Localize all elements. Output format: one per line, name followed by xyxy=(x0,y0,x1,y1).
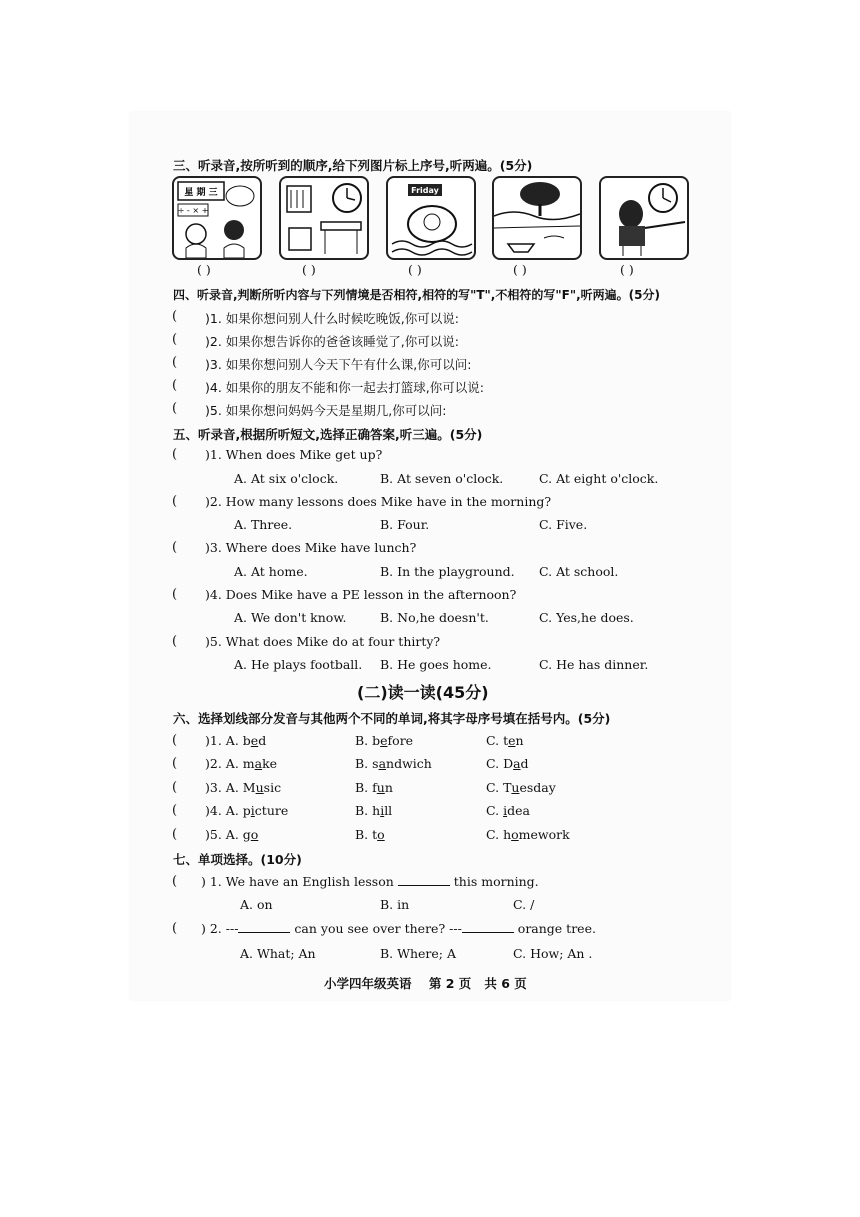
picture-3-swimming xyxy=(386,176,476,260)
s5-q5-option-c[interactable]: C. He has dinner. xyxy=(539,657,649,672)
s4-item-3: )3. 如果你想问别人今天下午有什么课,你可以问: xyxy=(205,357,472,372)
s5-paren-3[interactable]: ( xyxy=(172,540,178,555)
s5-question-4: )4. Does Mike have a PE lesson in the afternoon? xyxy=(205,587,517,602)
s6-row-2-option-a[interactable]: )2. A. make xyxy=(205,756,278,771)
s7-question-2: ) 2. --- can you see over there? --- orange tree. xyxy=(201,921,596,936)
s5-q4-option-b[interactable]: B. No,he doesn't. xyxy=(380,610,489,625)
section6-title: 六、选择划线部分发音与其他两个不同的单词,将其字母序号填在括号内。(5分) xyxy=(173,711,611,726)
s4-paren-4[interactable]: ( xyxy=(172,378,178,393)
s5-q5-option-b[interactable]: B. He goes home. xyxy=(380,657,492,672)
s7-paren-2[interactable]: ( xyxy=(172,921,178,936)
s5-q5-option-a[interactable]: A. He plays football. xyxy=(234,657,363,672)
s6-paren-2[interactable]: ( xyxy=(172,756,178,771)
s5-question-5: )5. What does Mike do at four thirty? xyxy=(205,634,441,649)
s4-item-4: )4. 如果你的朋友不能和你一起去打篮球,你可以说: xyxy=(205,380,484,395)
s7-q2-blank-2[interactable] xyxy=(462,922,514,933)
picture-1-classroom xyxy=(172,176,262,260)
s6-paren-3[interactable]: ( xyxy=(172,780,178,795)
s6-row-1-option-b[interactable]: B. before xyxy=(355,733,414,748)
s5-paren-5[interactable]: ( xyxy=(172,634,178,649)
s4-paren-2[interactable]: ( xyxy=(172,332,178,347)
answer-paren-3[interactable]: ( ) xyxy=(408,262,422,277)
s6-row-3-option-b[interactable]: B. fun xyxy=(355,780,393,795)
s4-item-5: )5. 如果你想问妈妈今天是星期几,你可以问: xyxy=(205,403,447,418)
s5-question-3: )3. Where does Mike have lunch? xyxy=(205,540,417,555)
s6-row-5-option-c[interactable]: C. homework xyxy=(486,827,570,842)
s5-q1-option-b[interactable]: B. At seven o'clock. xyxy=(380,471,504,486)
s7-q2-option-a[interactable]: A. What; An xyxy=(240,946,316,961)
s7-paren-1[interactable]: ( xyxy=(172,874,178,889)
section5-title: 五、听录音,根据所听短文,选择正确答案,听三遍。(5分) xyxy=(173,427,483,442)
s5-q3-option-c[interactable]: C. At school. xyxy=(539,564,619,579)
student-desk-clock-icon xyxy=(601,178,687,258)
friday-sign-text: Friday xyxy=(411,186,439,195)
s4-paren-1[interactable]: ( xyxy=(172,309,178,324)
s6-row-4-option-b[interactable]: B. hill xyxy=(355,803,393,818)
s4-item-1: )1. 如果你想问别人什么时候吃晚饭,你可以说: xyxy=(205,311,459,326)
s6-row-1-option-a[interactable]: )1. A. bed xyxy=(205,733,267,748)
s6-row-1-option-c[interactable]: C. ten xyxy=(486,733,524,748)
s4-item-2: )2. 如果你想告诉你的爸爸该睡觉了,你可以说: xyxy=(205,334,459,349)
s5-q2-option-a[interactable]: A. Three. xyxy=(234,517,293,532)
picture-5-desk-clock xyxy=(599,176,689,260)
s5-paren-4[interactable]: ( xyxy=(172,587,178,602)
s5-paren-2[interactable]: ( xyxy=(172,494,178,509)
lake-boat-icon xyxy=(494,178,580,258)
s6-row-3-option-c[interactable]: C. Tuesday xyxy=(486,780,556,795)
clock-desk-icon xyxy=(281,178,367,258)
s4-paren-5[interactable]: ( xyxy=(172,401,178,416)
s5-paren-1[interactable]: ( xyxy=(172,447,178,462)
s7-q1-blank[interactable] xyxy=(398,875,450,886)
s6-row-5-option-b[interactable]: B. to xyxy=(355,827,385,842)
section3-title: 三、听录音,按所听到的顺序,给下列图片标上序号,听两遍。(5分) xyxy=(173,158,533,173)
s7-q2-option-c[interactable]: C. How; An . xyxy=(513,946,593,961)
s5-q4-option-a[interactable]: A. We don't know. xyxy=(234,610,347,625)
s5-q1-option-a[interactable]: A. At six o'clock. xyxy=(234,471,339,486)
s7-q1-option-a[interactable]: A. on xyxy=(240,897,273,912)
s7-q2-blank-1[interactable] xyxy=(238,922,290,933)
s5-q2-option-c[interactable]: C. Five. xyxy=(539,517,588,532)
page-footer: 小学四年级英语 第 2 页 共 6 页 xyxy=(324,976,527,991)
s6-paren-5[interactable]: ( xyxy=(172,827,178,842)
s6-paren-4[interactable]: ( xyxy=(172,803,178,818)
s6-paren-1[interactable]: ( xyxy=(172,733,178,748)
s7-q1-option-b[interactable]: B. in xyxy=(380,897,410,912)
s6-row-4-option-a[interactable]: )4. A. picture xyxy=(205,803,289,818)
s5-q3-option-b[interactable]: B. In the playground. xyxy=(380,564,515,579)
s6-row-2-option-b[interactable]: B. sandwich xyxy=(355,756,432,771)
s7-q1-option-c[interactable]: C. / xyxy=(513,897,535,912)
s5-question-1: )1. When does Mike get up? xyxy=(205,447,383,462)
wednesday-sign-text: 星 期 三 xyxy=(184,188,218,198)
answer-paren-1[interactable]: ( ) xyxy=(197,262,211,277)
answer-paren-5[interactable]: ( ) xyxy=(620,262,634,277)
swimming-boy-icon xyxy=(388,178,474,258)
s6-row-3-option-a[interactable]: )3. A. Music xyxy=(205,780,282,795)
s5-q2-option-b[interactable]: B. Four. xyxy=(380,517,430,532)
s5-q3-option-a[interactable]: A. At home. xyxy=(234,564,308,579)
s6-row-4-option-c[interactable]: C. idea xyxy=(486,803,530,818)
picture-2-clock-room xyxy=(279,176,369,260)
section7-title: 七、单项选择。(10分) xyxy=(173,852,302,867)
part2-heading: (二)读一读(45分) xyxy=(357,683,489,702)
s4-paren-3[interactable]: ( xyxy=(172,355,178,370)
answer-paren-4[interactable]: ( ) xyxy=(513,262,527,277)
s6-row-2-option-c[interactable]: C. Dad xyxy=(486,756,529,771)
section4-title: 四、听录音,判断所听内容与下列情境是否相符,相符的写"T",不相符的写"F",听两遍。(5分) xyxy=(173,288,660,302)
s5-q4-option-c[interactable]: C. Yes,he does. xyxy=(539,610,634,625)
svg-text:÷ - × +: ÷ - × + xyxy=(177,206,209,215)
answer-paren-2[interactable]: ( ) xyxy=(302,262,316,277)
s5-q1-option-c[interactable]: C. At eight o'clock. xyxy=(539,471,659,486)
s5-question-2: )2. How many lessons does Mike have in the morning? xyxy=(205,494,552,509)
s6-row-5-option-a[interactable]: )5. A. go xyxy=(205,827,259,842)
classroom-kids-icon xyxy=(174,178,260,258)
picture-4-lake-boat xyxy=(492,176,582,260)
s7-q2-option-b[interactable]: B. Where; A xyxy=(380,946,457,961)
s7-question-1: ) 1. We have an English lesson this morning. xyxy=(201,874,539,889)
